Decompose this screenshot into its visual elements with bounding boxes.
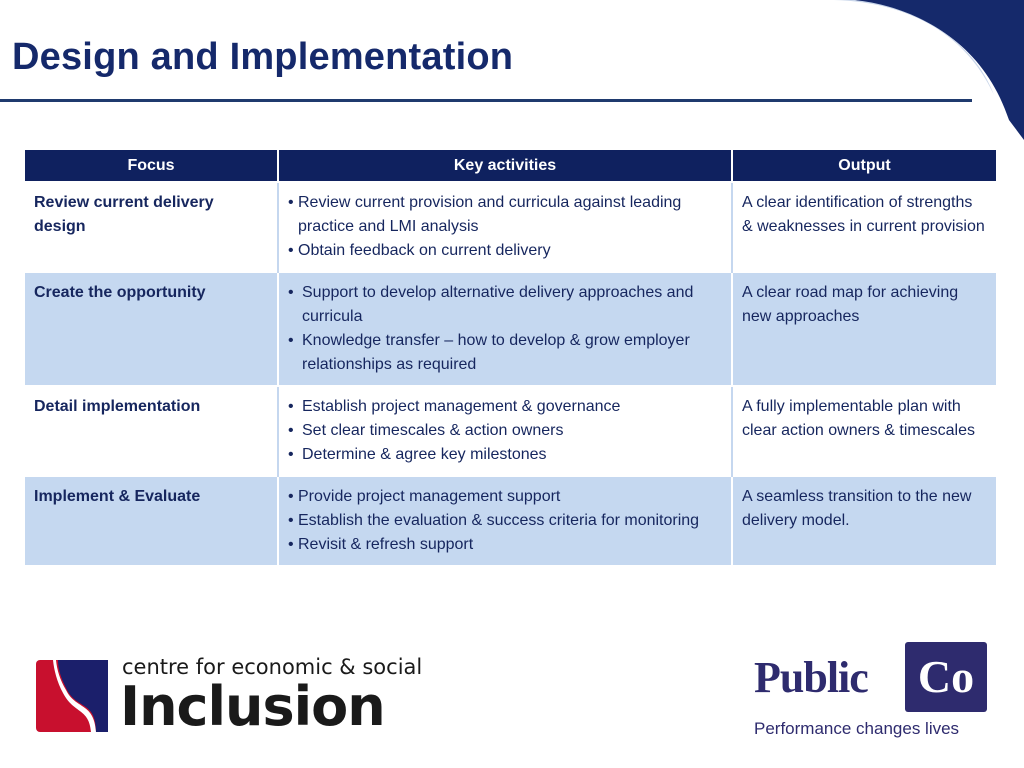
activity-item: • Determine & agree key milestones — [288, 443, 722, 467]
cesi-logo-wordmark: Inclusion — [120, 675, 385, 738]
activity-item: • Review current provision and curricula against leading practice and LMI analysis — [288, 191, 722, 239]
column-header-key-activities: Key activities — [278, 150, 732, 182]
publicco-wordmark-co: Co — [917, 651, 975, 702]
focus-cell: Implement & Evaluate — [25, 476, 278, 565]
column-header-focus: Focus — [25, 150, 278, 182]
publicco-tagline: Performance changes lives — [754, 719, 960, 738]
activity-item: • Knowledge transfer – how to develop & grow employer relationships as required — [288, 329, 722, 377]
cesi-logo — [36, 655, 423, 740]
activity-item: • Set clear timescales & action owners — [288, 419, 722, 443]
cesi-logo-subtitle: centre for economic & social — [122, 655, 423, 679]
column-header-output: Output — [732, 150, 996, 182]
publicco-wordmark-public: Public — [754, 653, 868, 702]
slide-title: Design and Implementation — [12, 36, 514, 78]
design-implementation-table — [25, 150, 996, 565]
focus-cell: Create the opportunity — [25, 272, 278, 386]
table-row — [25, 386, 996, 476]
activity-item: • Provide project management support — [288, 485, 722, 509]
table-row — [25, 272, 996, 386]
table-header-row — [25, 150, 996, 182]
focus-cell: Detail implementation — [25, 386, 278, 476]
title-divider — [0, 99, 972, 102]
output-cell: A fully implementable plan with clear action owners & timescales — [732, 386, 996, 476]
activity-item: • Establish project management & governance — [288, 395, 722, 419]
table-row — [25, 182, 996, 272]
publicco-co-box — [905, 642, 987, 712]
activities-cell — [278, 476, 732, 565]
activities-cell — [278, 182, 732, 272]
corner-swoosh-decoration — [834, 0, 1024, 140]
activity-item: • Obtain feedback on current delivery — [288, 239, 722, 263]
activity-item: • Establish the evaluation & success criteria for monitoring — [288, 509, 722, 533]
output-cell: A seamless transition to the new delivery model. — [732, 476, 996, 565]
activity-item: • Revisit & refresh support — [288, 533, 722, 557]
cesi-logo-mark-icon — [36, 660, 108, 732]
activities-cell — [278, 272, 732, 386]
focus-cell: Review current delivery design — [25, 182, 278, 272]
activity-item: • Support to develop alternative delivery approaches and curricula — [288, 281, 722, 329]
publicco-logo — [752, 642, 992, 742]
table-row — [25, 476, 996, 565]
output-cell: A clear identification of strengths & weaknesses in current provision — [732, 182, 996, 272]
output-cell: A clear road map for achieving new approaches — [732, 272, 996, 386]
activities-cell — [278, 386, 732, 476]
